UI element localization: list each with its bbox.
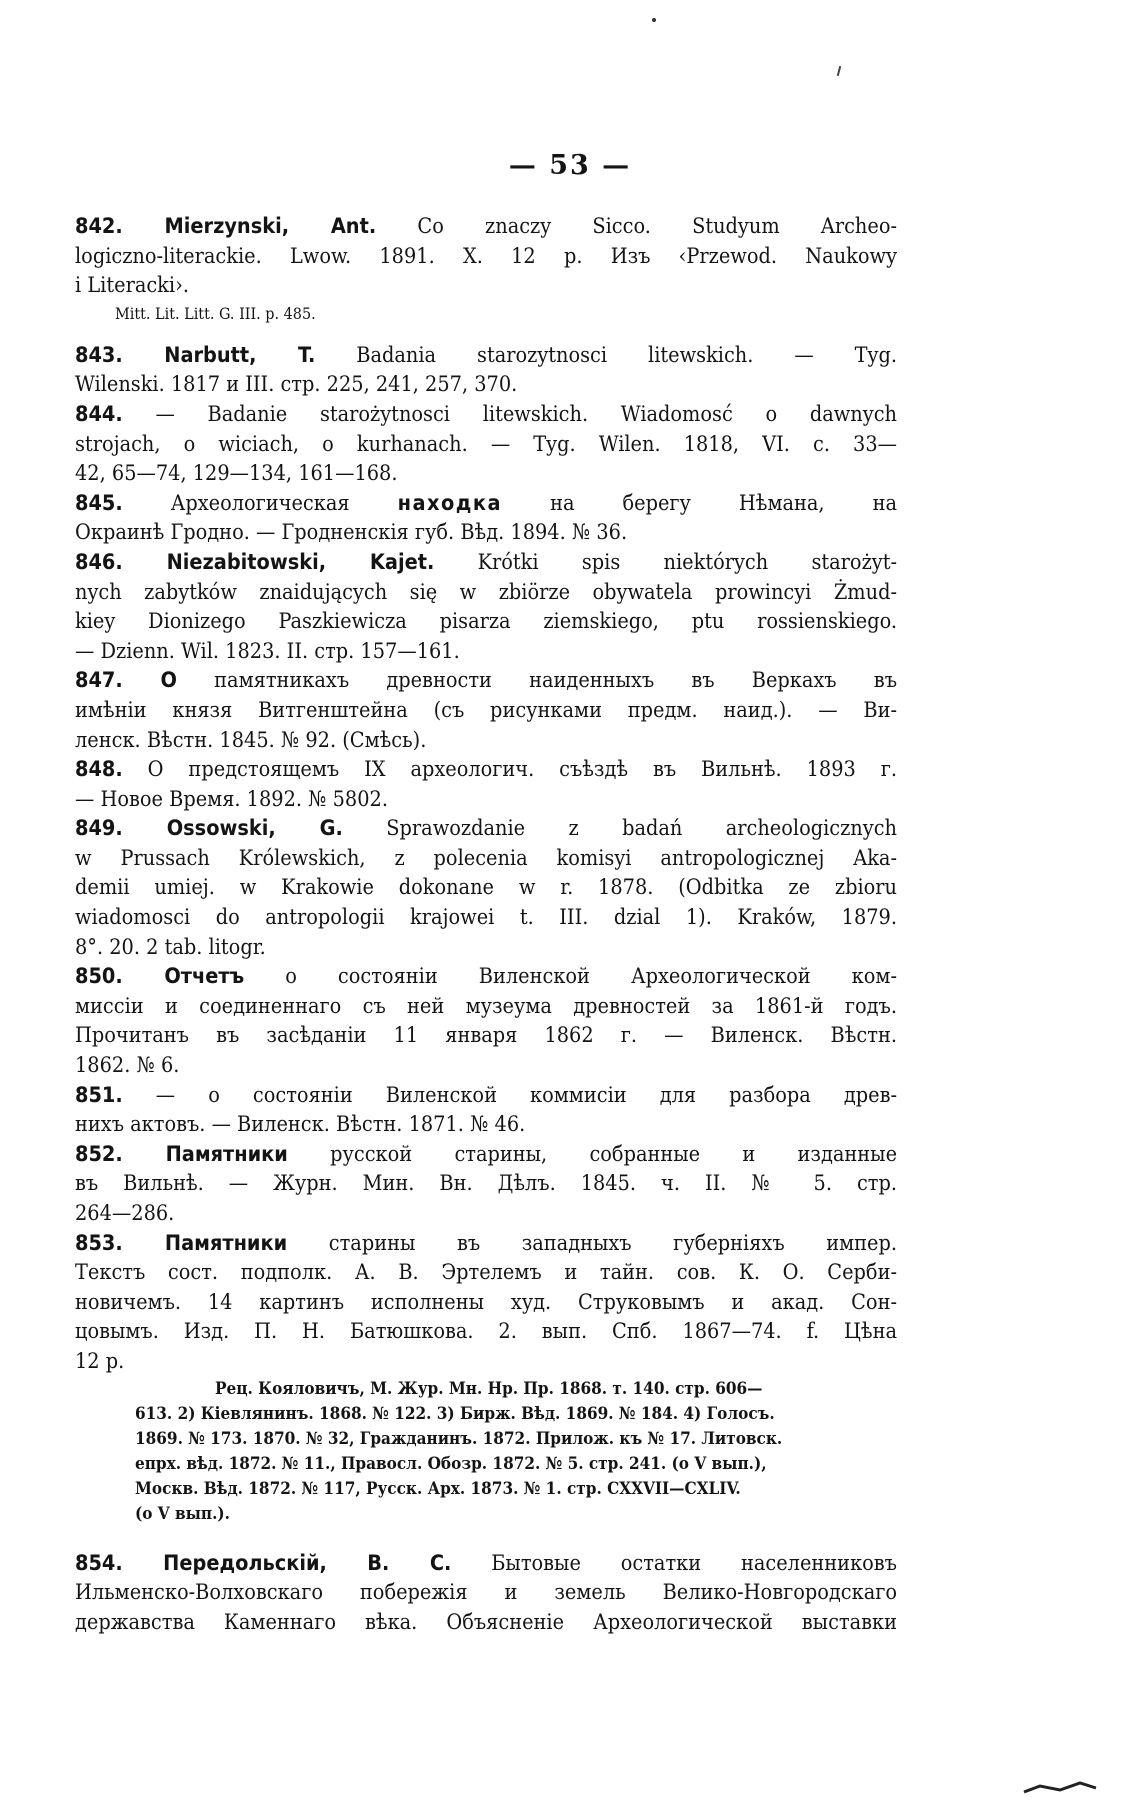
bibliography-entry bbox=[75, 755, 897, 814]
entry-author: Niezabitowski, Kajet. bbox=[122, 549, 435, 575]
entry-line bbox=[75, 607, 897, 637]
entry-citation-note: Mitt. Lit. Litt. G. III. p. 485. bbox=[115, 303, 316, 323]
entry-text: wiadomosci do antropologii krajowei t. III. dzial 1). Kraków, 1879. bbox=[75, 905, 897, 931]
entry-text: nych zabytków znaidujących się w zbiörze obywatela prowincyi Żmud- bbox=[75, 579, 897, 605]
entry-number: 850. bbox=[75, 964, 123, 990]
bibliography-entry bbox=[75, 1140, 897, 1229]
bibliography-entry bbox=[75, 1549, 897, 1638]
entry-number: 853. bbox=[75, 1230, 123, 1256]
entry-text: Krótki spis niektórych starożyt- bbox=[434, 549, 897, 575]
bibliography-entry bbox=[75, 1229, 897, 1527]
entry-line bbox=[75, 814, 897, 844]
entry-author: Ossowski, G. bbox=[122, 816, 343, 842]
entry-number: 851. bbox=[75, 1082, 123, 1108]
bibliography-entry bbox=[75, 548, 897, 666]
entry-text: державства Каменнаго вѣка. Объясненіе Археологической выставки bbox=[75, 1609, 897, 1635]
entry-author: Отчетъ bbox=[122, 964, 245, 990]
entry-spacer bbox=[75, 327, 897, 341]
entry-text: цовымъ. Изд. П. Н. Батюшкова. 2. вып. Спб. 1867—74. f. Цѣна bbox=[75, 1319, 897, 1345]
page-number: — 53 — bbox=[508, 150, 632, 181]
bibliography-entry bbox=[75, 400, 897, 489]
entry-author: Памятники bbox=[122, 1230, 288, 1256]
entry-text: — о состояніи Виленской коммисіи для разбора древ- bbox=[122, 1082, 897, 1108]
entry-text: имѣніи князя Витгенштейна (съ рисунками предм. наид.). — Ви- bbox=[75, 697, 897, 723]
entry-line bbox=[75, 400, 897, 430]
entry-author: О bbox=[122, 668, 177, 694]
entry-review-reference: Москв. Вѣд. 1872. № 117, Русск. Арх. 1873. № 1. стр. CXXVII—CXLIV. bbox=[135, 1478, 741, 1499]
entry-line bbox=[75, 666, 897, 696]
entry-number: 854. bbox=[75, 1550, 123, 1576]
entry-line bbox=[75, 992, 897, 1022]
entry-number: 852. bbox=[75, 1141, 123, 1167]
bibliography-entry bbox=[75, 666, 897, 755]
entry-line bbox=[75, 341, 897, 371]
entry-text: новичемъ. 14 картинъ исполнены худ. Струковымъ и акад. Сон- bbox=[75, 1289, 897, 1315]
entry-text: Sprawozdanie z badań archeologicznych bbox=[342, 816, 897, 842]
entry-author: Передольскій, В. С. bbox=[122, 1550, 452, 1576]
entry-text: — Новое Время. 1892. № 5802. bbox=[75, 786, 388, 812]
entry-line bbox=[75, 1169, 897, 1199]
entry-line bbox=[75, 873, 897, 903]
entry-line bbox=[75, 962, 897, 992]
entry-text: Окраинѣ Гродно. — Гродненскія губ. Вѣд. 1894. № 36. bbox=[75, 520, 628, 546]
entry-text: kiey Dionizego Paszkiewicza pisarza ziemskiego, ptu rossienskiego. bbox=[75, 609, 897, 635]
entry-text: О предстоящемъ IX археологич. съѣздѣ въ Вильнѣ. 1893 г. bbox=[122, 757, 897, 783]
entry-text: — Dzienn. Wil. 1823. II. стр. 157—161. bbox=[75, 638, 460, 664]
entry-author: Памятники bbox=[122, 1141, 288, 1167]
entry-line bbox=[75, 430, 897, 460]
entry-text: памятникахъ древности наиденныхъ въ Веркахъ въ bbox=[176, 668, 897, 694]
entry-line bbox=[75, 370, 897, 400]
entry-text: w Prussach Królewskich, z polecenia komisyi antropologicznej Aka- bbox=[75, 845, 897, 871]
entry-author: Narbutt, T. bbox=[122, 342, 316, 368]
entry-text: о состояніи Виленской Археологической ком- bbox=[244, 964, 897, 990]
entry-line bbox=[75, 637, 897, 667]
entry-line bbox=[75, 1140, 897, 1170]
bibliography-entry bbox=[75, 814, 897, 962]
entry-text: нихъ актовъ. — Виленск. Вѣстн. 1871. № 46. bbox=[75, 1112, 526, 1138]
entry-text: i Literacki›. bbox=[75, 273, 189, 299]
entry-text: logiczno-literackie. Lwow. 1891. X. 12 p. Изъ ‹Przewod. Naukowy bbox=[75, 243, 897, 269]
entry-text: миссіи и соединеннаго съ ней музеума древностей за 1861-й годъ. bbox=[75, 993, 897, 1019]
entry-text: Co znaczy Sicco. Studyum Archeo- bbox=[376, 214, 898, 239]
entry-number: 844. bbox=[75, 401, 123, 427]
entry-line bbox=[75, 459, 897, 489]
entry-line bbox=[75, 1578, 897, 1608]
entry-line bbox=[75, 1288, 897, 1318]
entry-line bbox=[75, 696, 897, 726]
entry-line bbox=[75, 726, 897, 756]
entry-emphasis: находка bbox=[397, 490, 503, 516]
entry-line bbox=[75, 1347, 897, 1377]
entry-review-reference: Рец. Кояловичъ, М. Жур. Мн. Нр. Пр. 1868. т. 140. стр. 606— bbox=[215, 1378, 763, 1399]
bibliography-entry bbox=[75, 962, 897, 1080]
entry-line bbox=[75, 212, 897, 242]
entry-text: въ Вильнѣ. — Журн. Мин. Вн. Дѣлъ. 1845. ч. II. № 5. стр. bbox=[75, 1171, 897, 1197]
entry-line bbox=[75, 1549, 897, 1579]
entry-line bbox=[75, 489, 897, 519]
entry-line bbox=[75, 1258, 897, 1288]
entry-text: Бытовые остатки населенниковъ bbox=[451, 1550, 897, 1576]
entry-line bbox=[75, 755, 897, 785]
entry-line bbox=[75, 518, 897, 548]
entry-line bbox=[75, 1081, 897, 1111]
entry-spacer bbox=[75, 1527, 897, 1549]
entry-text: — Badanie starożytnosci litewskich. Wiadomosć o dawnych bbox=[122, 401, 897, 427]
entry-line bbox=[75, 1199, 897, 1229]
entry-line bbox=[75, 933, 897, 963]
entry-line bbox=[75, 271, 897, 301]
entry-text: 42, 65—74, 129—134, 161—168. bbox=[75, 461, 398, 487]
entry-text: 12 р. bbox=[75, 1348, 125, 1374]
entry-text: 264—286. bbox=[75, 1201, 175, 1226]
corner-scan-mark bbox=[1020, 1780, 1100, 1794]
bibliography-entry bbox=[75, 489, 897, 548]
entry-line bbox=[75, 578, 897, 608]
bibliography-entry bbox=[75, 212, 897, 327]
entry-line bbox=[75, 242, 897, 272]
entry-line bbox=[75, 903, 897, 933]
entry-number: 845. bbox=[75, 490, 123, 516]
entry-text: Текстъ сост. подполк. А. В. Эртелемъ и тайн. сов. К. О. Серби- bbox=[75, 1260, 897, 1286]
entry-text: ленск. Вѣстн. 1845. № 92. (Смѣсь). bbox=[75, 727, 427, 753]
entry-number: 848. bbox=[75, 757, 123, 783]
entry-review-reference: 1869. № 173. 1870. № 32, Гражданинъ. 1872. Прилож. къ № 17. Литовск. bbox=[135, 1428, 783, 1449]
entry-text: Прочитанъ въ засѣданіи 11 января 1862 г. — Виленск. Вѣстн. bbox=[75, 1023, 897, 1049]
print-speck bbox=[652, 18, 656, 22]
print-mark bbox=[837, 66, 842, 76]
entry-review-reference: 613. 2) Кіевлянинъ. 1868. № 122. 3) Бирж. Вѣд. 1869. № 184. 4) Голосъ. bbox=[135, 1403, 775, 1424]
entry-line bbox=[75, 1021, 897, 1051]
entry-number: 847. bbox=[75, 668, 123, 694]
entry-text: strojach, o wiciach, o kurhanach. — Tyg. Wilen. 1818, VI. c. 33— bbox=[75, 431, 897, 457]
entry-text: Ильменско-Волховскаго побережія и земель Велико-Новгородскаго bbox=[75, 1580, 897, 1606]
bibliography-entry bbox=[75, 1081, 897, 1140]
entry-text: 8°. 20. 2 tab. litogr. bbox=[75, 934, 266, 960]
entry-text: Wilenski. 1817 и III. стр. 225, 241, 257, 370. bbox=[75, 372, 518, 398]
entry-line bbox=[75, 1229, 897, 1259]
entry-line bbox=[75, 1317, 897, 1347]
entry-line bbox=[75, 1051, 897, 1081]
entry-text: русской старины, собранные и изданные bbox=[287, 1141, 898, 1167]
bibliography-entry bbox=[75, 341, 897, 400]
entry-author: Mierzynski, Ant. bbox=[122, 214, 377, 239]
entry-line bbox=[75, 785, 897, 815]
entry-number: 842. bbox=[75, 214, 123, 239]
entry-review-reference: (о V вып.). bbox=[135, 1503, 230, 1524]
entry-line bbox=[75, 844, 897, 874]
entry-review-reference: епрх. вѣд. 1872. № 11., Правосл. Обозр. 1872. № 5. стр. 241. (о V вып.), bbox=[135, 1453, 767, 1474]
entry-line bbox=[75, 548, 897, 578]
entry-text: 1862. № 6. bbox=[75, 1053, 180, 1079]
entry-text: старины въ западныхъ губерніяхъ импер. bbox=[287, 1230, 898, 1256]
entry-number: 849. bbox=[75, 816, 123, 842]
entry-number: 843. bbox=[75, 342, 123, 368]
bibliography-text bbox=[75, 212, 897, 1637]
entry-number: 846. bbox=[75, 549, 123, 575]
entry-text: Археологическая bbox=[122, 490, 398, 516]
entry-line bbox=[75, 1110, 897, 1140]
entry-text: на берегу Нѣмана, на bbox=[502, 490, 897, 516]
entry-text: demii umiej. w Krakowie dokonane w r. 1878. (Odbitka ze zbioru bbox=[75, 875, 897, 901]
entry-line bbox=[75, 1608, 897, 1638]
entry-text: Badania starozytnosci litewskich. — Tyg. bbox=[315, 342, 897, 368]
